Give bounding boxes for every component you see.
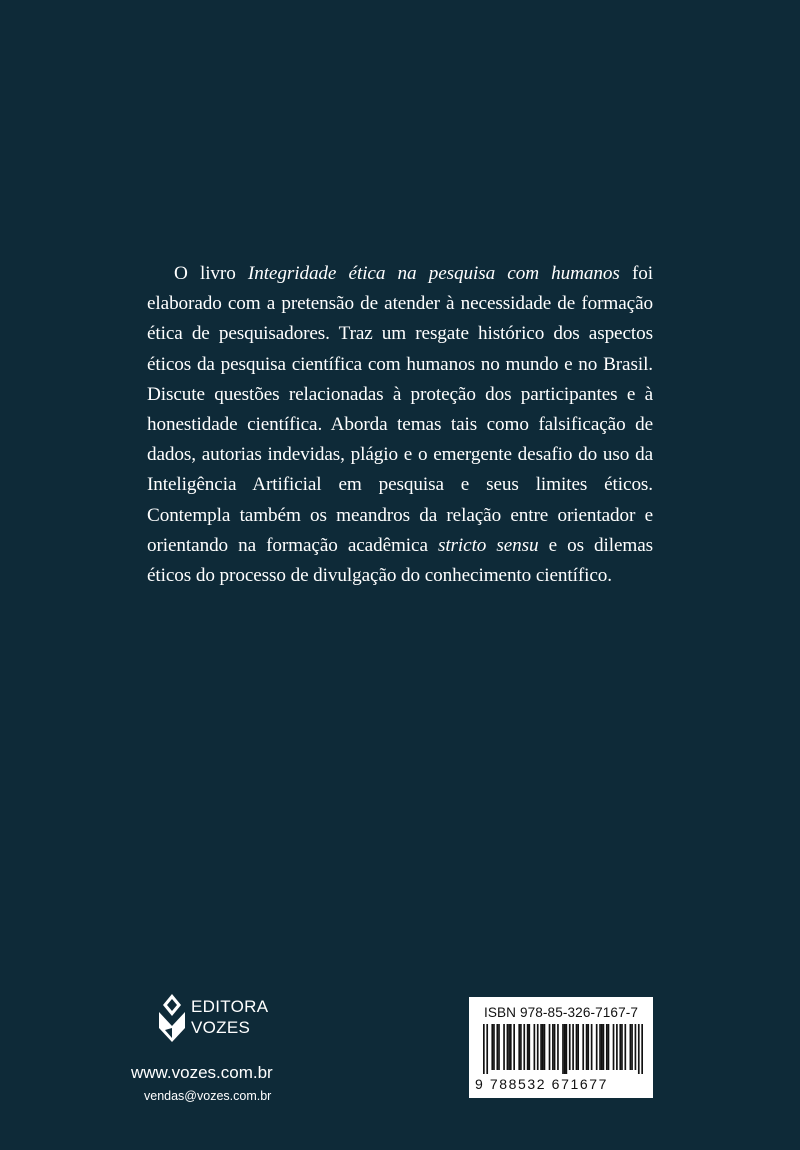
barcode-bar — [577, 1024, 579, 1070]
barcode-bar — [498, 1024, 500, 1070]
barcode-bar — [508, 1024, 510, 1070]
barcode-bar — [582, 1024, 584, 1070]
barcode-bar — [542, 1024, 544, 1070]
publisher-email: vendas@vozes.com.br — [144, 1089, 272, 1103]
barcode-bar — [527, 1024, 529, 1070]
barcode-bar — [491, 1024, 493, 1070]
isbn-digits: 9 788532 671677 — [475, 1076, 608, 1092]
barcode-bar — [587, 1024, 589, 1070]
barcode-bar — [534, 1024, 536, 1070]
barcode-bar — [638, 1024, 640, 1074]
barcode-bar — [513, 1024, 515, 1070]
barcode-bar — [510, 1024, 512, 1070]
barcode-bar — [641, 1024, 643, 1074]
publisher-name — [191, 996, 268, 1038]
barcode-bar — [599, 1024, 601, 1070]
publisher-name-line-1: EDITORA — [191, 997, 269, 1016]
barcode-bar — [483, 1024, 485, 1074]
barcode-bar — [523, 1024, 525, 1070]
barcode-bar — [537, 1024, 539, 1070]
barcode-bar — [596, 1024, 598, 1070]
barcode-bar — [591, 1024, 593, 1070]
barcode-bar — [549, 1024, 551, 1070]
blurb-intro: O livro — [174, 263, 248, 284]
blurb-part-2: e os dilemas éticos do processo de divulgação do conhecimento científico. — [147, 534, 653, 587]
barcode-bar — [552, 1024, 554, 1070]
book-title: Integridade ética na pesquisa com humanos — [247, 263, 620, 284]
blurb-part-1: foi elaborado com a pretensão de atender à necessidade de formação ética de pesquisadores. Traz um resgate histórico dos aspectos éticos da pesquisa científica com humanos no mundo e no Brasil. Discute questões relacionadas à proteção dos participantes e à honestidade científica. Aborda temas tais como falsificação de dados, autorias indevidas, plágio e o emergente desafio do uso da Inteligência Artificial em pesquisa e seus limites éticos. Contempla também os meandros da relação entre orientador e orientando na formação acadêmica — [147, 263, 654, 556]
barcode-bar — [603, 1024, 605, 1070]
barcode-bar — [544, 1024, 546, 1070]
barcode-bar — [520, 1024, 522, 1070]
barcode-bar — [503, 1024, 505, 1070]
barcode-bar — [564, 1024, 566, 1074]
barcode-bar — [554, 1024, 556, 1070]
barcode-bar — [496, 1024, 498, 1070]
isbn-barcode-box — [469, 997, 653, 1098]
barcode-bar — [619, 1024, 621, 1070]
barcode-bar — [606, 1024, 608, 1070]
barcode-bar — [631, 1024, 633, 1070]
barcode-bar — [621, 1024, 623, 1070]
blurb-term: stricto sensu — [437, 534, 539, 556]
publisher-logo — [157, 992, 277, 1044]
barcode-bar — [493, 1024, 495, 1070]
barcode-bar — [616, 1024, 618, 1070]
barcode-bar — [630, 1024, 632, 1070]
barcode-bar — [586, 1024, 588, 1070]
publisher-logo-icon — [157, 992, 187, 1044]
publisher-website: www.vozes.com.br — [131, 1063, 273, 1082]
barcode-bar — [601, 1024, 603, 1070]
barcode-bar — [608, 1024, 610, 1070]
barcode-bar — [624, 1024, 626, 1070]
barcode-bar — [635, 1024, 637, 1070]
publisher-name-line-2: VOZES — [191, 1018, 251, 1037]
barcode-bar — [566, 1024, 568, 1074]
book-description — [147, 259, 653, 591]
barcode-bar — [572, 1024, 574, 1070]
barcode-bar — [507, 1024, 509, 1070]
barcode-bar — [528, 1024, 530, 1070]
barcode-bar — [569, 1024, 571, 1070]
barcode-bar — [576, 1024, 578, 1070]
barcode-bar — [540, 1024, 542, 1070]
barcode-bar — [557, 1024, 559, 1070]
barcode — [483, 1024, 643, 1074]
barcode-bar — [486, 1024, 488, 1074]
isbn-label: ISBN 978-85-326-7167-7 — [483, 1005, 639, 1020]
barcode-bar — [613, 1024, 615, 1070]
barcode-bar — [518, 1024, 520, 1070]
barcode-bar — [562, 1024, 564, 1074]
